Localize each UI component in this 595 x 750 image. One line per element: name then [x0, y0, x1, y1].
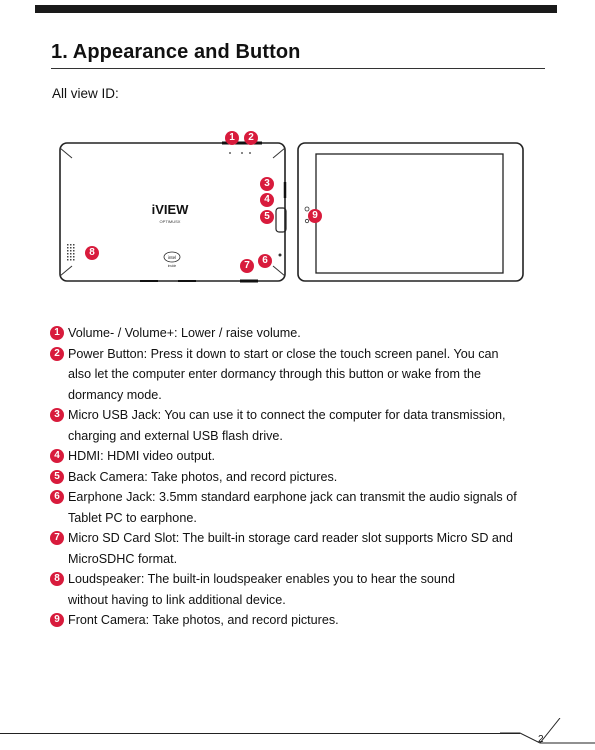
list-item: [50, 569, 550, 610]
view-subtitle: All view ID:: [52, 86, 119, 101]
badge-3: 3: [260, 177, 274, 191]
list-item: [50, 467, 550, 488]
list-item: [50, 446, 550, 467]
item-text: charging and external USB flash drive.: [68, 428, 283, 443]
badge-5: 5: [260, 210, 274, 224]
badge-6: 6: [258, 254, 272, 268]
item-text: also let the computer enter dormancy through this button or wake from the: [68, 367, 482, 381]
item-text: Earphone Jack: 3.5mm standard earphone jack can transmit the audio signals of: [68, 490, 517, 504]
item-number: 6: [50, 490, 64, 504]
header-bar: [35, 5, 557, 13]
page-number: 2: [538, 734, 544, 745]
list-item: [50, 344, 550, 406]
model-logo: OPTIMUSX: [159, 219, 181, 224]
section-title: 1. Appearance and Button: [51, 41, 301, 63]
brand-logo: iVIEW: [151, 202, 189, 217]
item-number: 1: [50, 326, 64, 340]
footer-line: [0, 733, 520, 734]
item-text: Loudspeaker: The built-in loudspeaker enables you to hear the sound: [68, 572, 455, 586]
item-text: without having to link additional device.: [68, 592, 286, 607]
item-number: 2: [50, 347, 64, 361]
item-text: Front Camera: Take photos, and record pictures.: [68, 613, 339, 627]
badge-8: 8: [85, 246, 99, 260]
item-text: Micro USB Jack: You can use it to connect the computer for data transmission,: [68, 408, 506, 422]
item-text: HDMI: HDMI video output.: [68, 449, 215, 463]
badge-9: 9: [308, 209, 322, 223]
item-text: Micro SD Card Slot: The built-in storage card reader slot supports Micro SD and: [68, 531, 513, 545]
badge-1: 1: [225, 131, 239, 145]
list-item: [50, 323, 550, 344]
item-number: 8: [50, 572, 64, 586]
item-number: 4: [50, 449, 64, 463]
svg-text:intel: intel: [167, 255, 177, 260]
item-text: Power Button: Press it down to start or close the touch screen panel. You can: [68, 346, 499, 361]
list-item: [50, 528, 550, 569]
svg-text:inside: inside: [167, 264, 177, 268]
footer-notch: [500, 718, 595, 750]
item-number: 3: [50, 408, 64, 422]
list-item: [50, 487, 550, 528]
badge-2: 2: [244, 131, 258, 145]
item-number: 5: [50, 470, 64, 484]
item-number: 9: [50, 613, 64, 627]
tablet-front-view: [298, 143, 523, 281]
item-text: Back Camera: Take photos, and record pictures.: [68, 469, 338, 484]
device-illustration: [0, 120, 595, 305]
badge-4: 4: [260, 193, 274, 207]
tablet-diagram: [0, 120, 595, 300]
badge-7: 7: [240, 259, 254, 273]
item-text: MicroSDHC format.: [68, 551, 178, 566]
item-text: Tablet PC to earphone.: [68, 510, 197, 525]
list-item: [50, 610, 550, 631]
item-text: dormancy mode.: [68, 387, 162, 402]
item-text: Volume- / Volume+: Lower / raise volume.: [68, 326, 301, 340]
list-item: [50, 405, 550, 446]
item-number: 7: [50, 531, 64, 545]
title-divider: [51, 68, 545, 69]
feature-list: [50, 323, 550, 631]
